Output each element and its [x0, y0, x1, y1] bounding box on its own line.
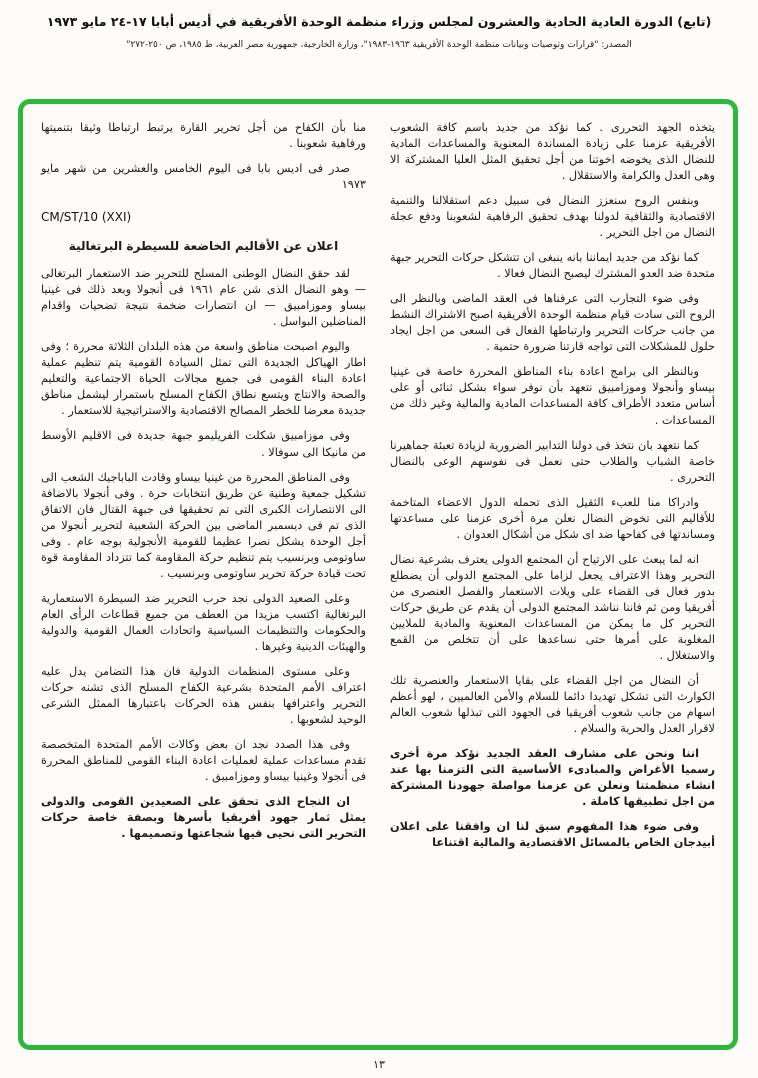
- highlight-border-box: [18, 99, 738, 1050]
- page-number: ١٣: [373, 1058, 385, 1071]
- continuation-paragraph: منا بأن الكفاح من أجل تحرير القارة يرتبط ارتباطا وثيقا بتنميتها ورفاهية شعوبنا .: [41, 121, 366, 151]
- paragraph: وفى موزامبيق شكلت الفريليمو جبهة جديدة فى الاقليم الأوسط من مانيكا الى سوفالا .: [41, 429, 366, 459]
- paragraph: أن النضال من اجل القضاء على بقايا الاستعمار والعنصرية تلك الكوارث التى تشكل تهديدا دائما للسلام والأمن العالميين ، لهو أعظم اسهام من جانب شعوب أفريقيا فى الجهود التى تبذلها شعوب العالم لاقرار العدل والحرية والسلام .: [390, 673, 715, 736]
- page-header: [0, 0, 758, 50]
- source-citation: المصدر: "قرارات وتوصيات وبيانات منظمة الوحدة الأفريقية ١٩٦٣-١٩٨٣"، وزارة الخارجية، جمهورية مصر العربية، ط ١٩٨٥، ص ٢٥٠-٢٧٢": [126, 40, 632, 50]
- paragraph: واليوم اصبحت مناطق واسعة من هذه البلدان الثلاثة محررة ؛ وفى اطار الهياكل الجديدة التى تمثل السيادة القومية يتم تنظيم عملية اعادة البناء القومى فى جميع مجالات الحياة الاجتماعية والتعليم والصحة والانتاج ويتسع نطاق الكفاح المسلح باستمرار ليشمل مناطق جديدة معرضا للخطر المصالح الاقتصادية والاستراتيجية للاستعمار .: [41, 340, 366, 418]
- paragraph: ان النجاح الذى تحقق على الصعيدين القومى والدولى يمثل ثمار جهود أفريقيا بأسرها وبصفة خاصة حركات التحرير التى نحيى فيها شجاعتها وتصميمها .: [41, 795, 366, 841]
- paragraph: كما نؤكد من جديد ايماننا بانه ينبغى ان تتشكل حركات التحرير جبهة متحدة ضد العدو المشترك ليصبح النضال فعالا .: [390, 251, 715, 281]
- paragraph: وبالنظر الى برامج اعادة بناء المناطق المحررة خاصة فى غينيا بيساو وأنجولا وموزامبيق نتعهد بأن نوفر سواء بشكل ثنائى أو على أساس متعدد الأطراف كافة المساعدات المادية والمالية وغير ذلك من المساعدات .: [390, 365, 715, 427]
- paragraph: لقد حقق النضال الوطنى المسلح للتحرير ضد الاستعمار البرتغالى — وهو النضال الذى شن عام ١٩٦١ فى أنجولا وبعد ذلك فى غينيا بيساو وموزامبيق — ان انتصارات ضخمة نتيجة تضحيات واقدام المناضلين البواسل .: [41, 267, 366, 329]
- paragraph: وعلى مستوى المنظمات الدولية فان هذا التضامن يدل عليه اعتراف الأمم المتحدة بشرعية الكفاح المسلح الذى تشنه حركات التحرير واعترافها بنفس هذه الحركات باعتبارها الممثل الشرعى الوحيد لشعوبها .: [41, 664, 366, 726]
- paragraph: وعلى الصعيد الدولى نجد حرب التحرير ضد السيطرة الاستعمارية البرتغالية اكتسب مزيدا من العطف من جميع قطاعات الرأى العام والحكومات والتنظيمات السياسية واتحادات العمال القومية والدولية والهيئات الدينية وغيرها .: [41, 591, 366, 653]
- paragraph: وفى هذا الصدد نجد ان بعض وكالات الأمم المتحدة المتخصصة تقدم مساعدات عملية لعمليات اعادة البناء القومى للمناطق المحررة فى أنجولا وغينيا بيساو وموزامبيق .: [41, 738, 366, 784]
- issuance-note: صدر فى اديس بابا فى اليوم الخامس والعشرين من شهر مايو ١٩٧٣: [41, 162, 366, 192]
- paragraph: وفى المناطق المحررة من غينيا بيساو وقادت الباباجيك الشعب الى تشكيل جمعية وطنية عن طريق انتخابات حرة . وفى أنجولا بالاضافة الى الانتصارات الكبرى التى تم تحقيقها فى جبهة القتال فان الاتفاق الذى تم فى ديسمبر الماضى بين الحركة الشعبية لتحرير أنجولا من أجل الوحدة يشكل نصرا عظيما للقومية الأنجولية بوجه عام . وفى ساوتومى وبرنسيب يتم تنظيم حركة المقاومة كما تتزداد المقاومة قوة تحت قيادة حركة تحرير ساوتومى وبرنسيب .: [41, 470, 366, 580]
- paragraph: اننا ونحن على مشارف العقد الجديد نؤكد مرة أخرى رسميا الأغراض والمبادىء الأساسية التى التزمنا بها عند انشاء منظمتنا ونعلن عن عزمنا مواصلة جهودنا المشتركة من اجل تطبيقها كاملة .: [390, 747, 715, 809]
- paragraph: يتخذه الجهد التحررى . كما نؤكد من جديد باسم كافة الشعوب الأفريقية عزمنا على زيادة المساندة المعنوية والمساعدات المادية للنضال الذى يخوضه اخوتنا من أجل تحقيق المثل العليا المشتركة الا وهى العدل والكرامة والاستقلال .: [390, 121, 715, 183]
- left-text-column: [41, 120, 366, 1035]
- declaration-heading: اعلان عن الأقاليم الخاضعة للسيطرة البرتغالية: [68, 239, 339, 254]
- two-column-text-layout: [41, 120, 715, 1035]
- paragraph: وبنفس الروح سنعزز النضال فى سبيل دعم استقلالنا والتنمية الاقتصادية والثقافية لدولنا بهدف تحقيق الرفاهية لشعوبنا ودفع عجلة النضال من اجل التحرير .: [390, 194, 715, 240]
- paragraph: وفى ضوء هذا المفهوم سبق لنا ان وافقنا على اعلان أبيدجان الخاص بالمسائل الاقتصادية والمالية اقتناعا: [390, 820, 715, 850]
- paragraph: كما نتعهد بان نتخذ فى دولنا التدابير الضرورية لزيادة تعبئة جماهيرنا خاصة الشباب والطلاب حتى نعمل فى نفوسهم الوعى بالنضال التحررى .: [390, 438, 715, 484]
- right-text-column: [390, 120, 715, 1035]
- paragraph: وفى ضوء التجارب التى عرفناها فى العقد الماضى وبالنظر الى الروح التى سادت قيام منظمة الوحدة الأفريقية اصبح الاشتراك النشط من جانب حركات التحرير وارتباطها الفعال فى السعى من اجل ايجاد حلول للمشكلات التى تواجه قارتنا ضرورة حتمية .: [390, 292, 715, 354]
- paragraph: وادراكا منا للعبء الثقيل الذى تحمله الدول الاعضاء المتاخمة للأقاليم التى تخوض النضال نعلن مرة أخرى عزمنا على مساعدتها ومساندتها فى كفاحها ضد اى شكل من أشكال العدوان .: [390, 495, 715, 541]
- document-title: (تابع) الدورة العادية الحادية والعشرون لمجلس وزراء منظمة الوحدة الأفريقية في أديس أبابا ١٧-٢٤ مايو ١٩٧٣: [46, 14, 712, 29]
- document-reference-code: CM/ST/10 (XXI): [41, 210, 132, 225]
- paragraph: انه لما يبعث على الارتياح أن المجتمع الدولى يعترف بشرعية نضال التحرير وهذا الاعتراف يجعل لزاما على المجتمع الدولى أن يضطلع بدور فعال فى القضاء على ويلات الاستعمار والفصل العنصرى من أفريقيا ومن ثم فاننا نناشد المجتمع الدولى أن يقدم عن طريق حركات التحرير كل ما يمكن من المساعدات المعنوية والمادية للملايين المغلوبة على أمرها حتى نساعدها على أن تتخلص من القمع والاستغلال .: [390, 552, 715, 662]
